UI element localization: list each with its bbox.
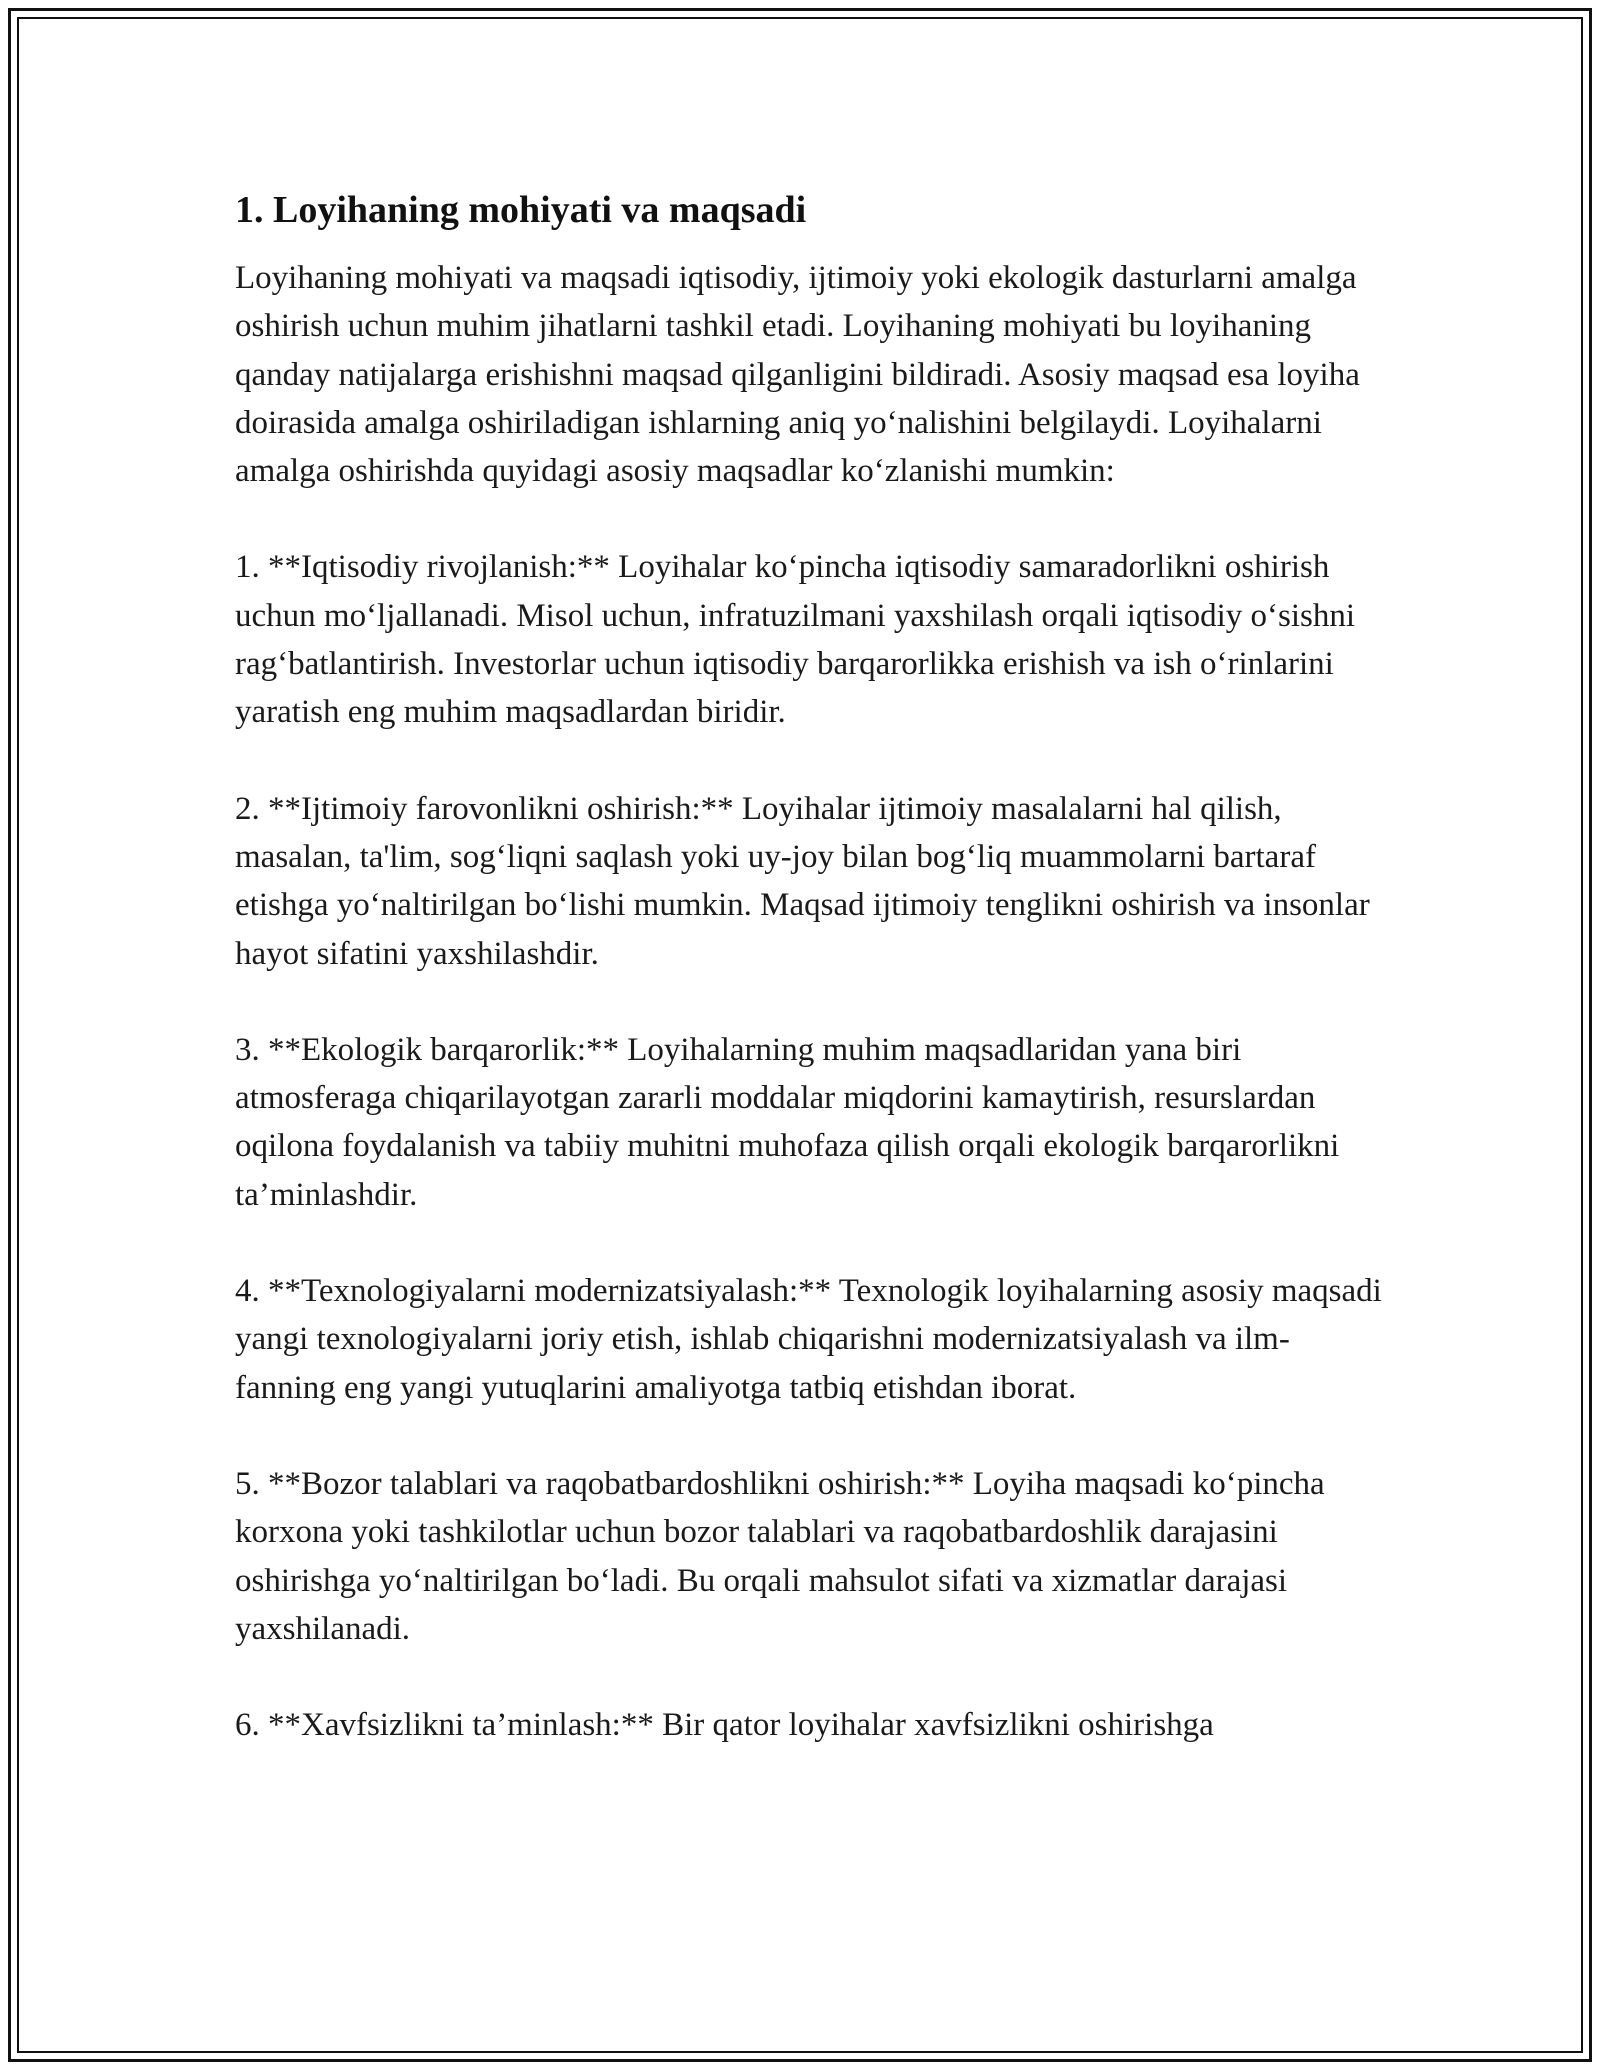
intro-paragraph: Loyihaning mohiyati va maqsadi iqtisodiy, ijtimoiy yoki ekologik dasturlarni amalga oshirish uchun muhim jihatlarni tashkil etadi. Loyihaning mohiyati bu loyihaning qanday natijalarga erishishni maqsad qilganligini bildiradi. Asosiy maqsad esa loyiha doirasida amalga oshiriladigan ishlarning aniq yo‘nalishini belgilaydi. Loyihalarni amalga oshirishda quyidagi asosiy maqsadlar ko‘zlanishi mumkin: [235,260,1360,490]
list-item-technology-modernization: 4. **Texnologiyalarni modernizatsiyalash:** Texnologik loyihalarning asosiy maqsadi yangi texnologiyalarni joriy etish, ishlab chiqarishni modernizatsiyalash va ilm-fanning eng yangi yutuqlarini amaliyotga tatbiq etishdan iborat. [235,1273,1382,1406]
list-item-security: 6. **Xavfsizlikni ta’minlash:** Bir qator loyihalar xavfsizlikni oshirishga [235,1707,1214,1744]
section-heading: 1. Loyihaning mohiyati va maqsadi [235,189,807,231]
list-item-ecological-sustainability: 3. **Ekologik barqarorlik:** Loyihalarning muhim maqsadlaridan yana biri atmosferaga chiqarilayotgan zararli moddalar miqdorini kamaytirish, resurslardan oqilona foydalanish va tabiiy muhitni muhofaza qilish orqali ekologik barqarorlikni ta’minlashdir. [235,1031,1340,1213]
list-item-market-competitiveness: 5. **Bozor talablari va raqobatbardoshlikni oshirish:** Loyiha maqsadi ko‘pincha korxona yoki tashkilotlar uchun bozor talablari va raqobatbardoshlik darajasini oshirishga yo‘naltirilgan bo‘ladi. Bu orqali mahsulot sifati va xizmatlar darajasi yaxshilanadi. [235,1465,1325,1647]
list-item-social-welfare: 2. **Ijtimoiy farovonlikni oshirish:** Loyihalar ijtimoiy masalalarni hal qilish, masalan, ta'lim, sog‘liqni saqlash yoki uy-joy bilan bog‘liq muammolarni bartaraf etishga yo‘naltirilgan bo‘lishi mumkin. Maqsad ijtimoiy tenglikni oshirish va insonlar hayot sifatini yaxshilashdir. [235,790,1370,972]
document-body [235,186,1385,1749]
list-item-economic-development: 1. **Iqtisodiy rivojlanish:** Loyihalar ko‘pincha iqtisodiy samaradorlikni oshirish uchun mo‘ljallanadi. Misol uchun, infratuzilmani yaxshilash orqali iqtisodiy o‘sishni rag‘batlantirish. Investorlar uchun iqtisodiy barqarorlikka erishish va ish o‘rinlarini yaratish eng muhim maqsadlardan biridir. [235,549,1356,731]
